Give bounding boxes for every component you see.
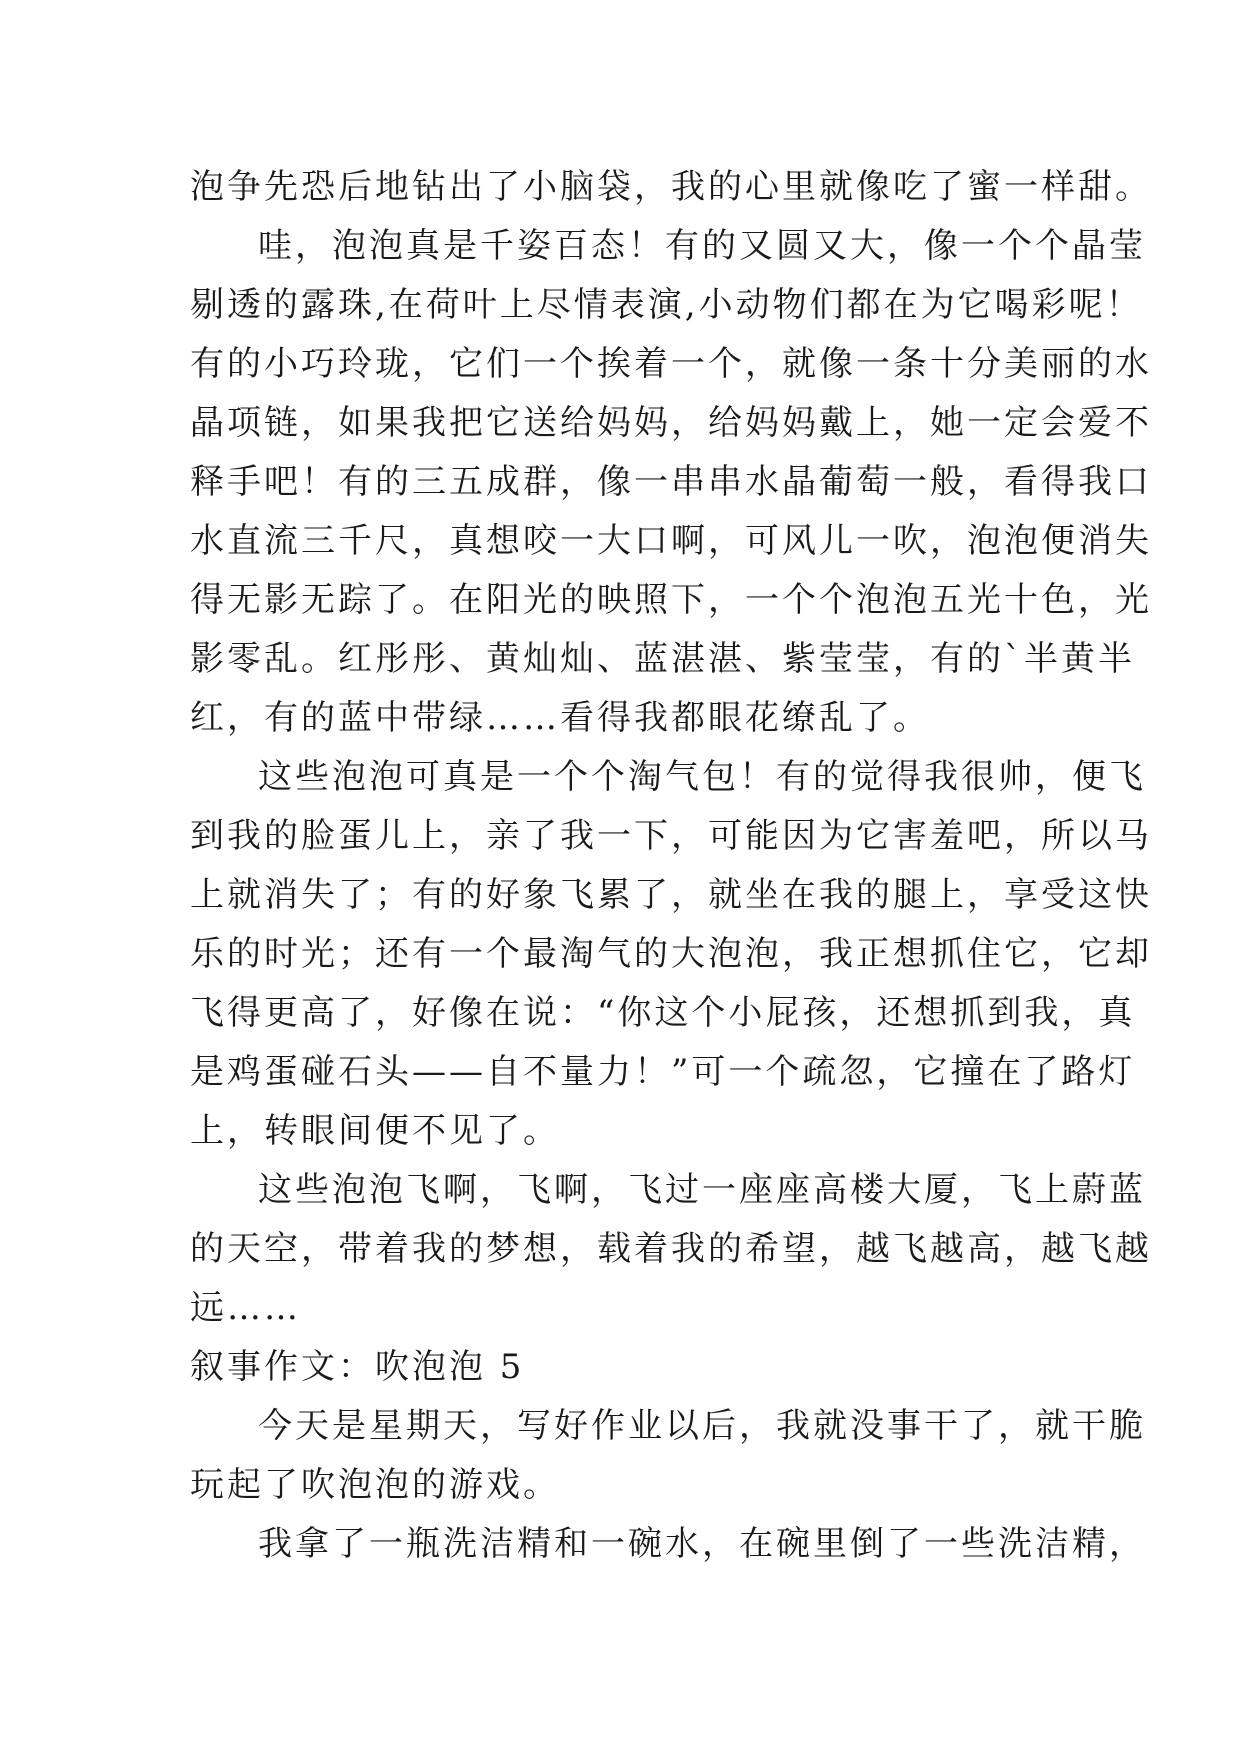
text-line: 上，转眼间便不见了。	[190, 1111, 560, 1151]
text-line: 这些泡泡可真是一个个淘气包！有的觉得我很帅，便飞	[258, 757, 1146, 797]
text-line: 是鸡蛋碰石头——自不量力！”可一个疏忽，它撞在了路灯	[190, 1052, 1136, 1092]
text-line: 玩起了吹泡泡的游戏。	[190, 1465, 560, 1505]
text-line: 得无影无踪了。在阳光的映照下，一个个泡泡五光十色，光	[190, 580, 1152, 620]
text-line: 这些泡泡飞啊，飞啊，飞过一座座高楼大厦，飞上蔚蓝	[258, 1170, 1146, 1210]
text-line: 剔透的露珠,在荷叶上尽情表演,小动物们都在为它喝彩呢！	[190, 285, 1143, 325]
text-line: 晶项链，如果我把它送给妈妈，给妈妈戴上，她一定会爱不	[190, 403, 1152, 443]
text-line: 飞得更高了，好像在说：“你这个小屁孩，还想抓到我，真	[190, 993, 1136, 1033]
text-line: 释手吧！有的三五成群，像一串串水晶葡萄一般，看得我口	[190, 462, 1152, 502]
text-line: 乐的时光；还有一个最淘气的大泡泡，我正想抓住它，它却	[190, 934, 1152, 974]
section-heading: 叙事作文：吹泡泡 5	[190, 1347, 525, 1387]
text-line: 有的小巧玲珑，它们一个挨着一个，就像一条十分美丽的水	[190, 344, 1152, 384]
text-line: 到我的脸蛋儿上，亲了我一下，可能因为它害羞吧，所以马	[190, 816, 1152, 856]
text-line: 水直流三千尺，真想咬一大口啊，可风儿一吹，泡泡便消失	[190, 521, 1152, 561]
text-line: 的天空，带着我的梦想，载着我的希望，越飞越高，越飞越	[190, 1229, 1152, 1269]
text-line: 我拿了一瓶洗洁精和一碗水，在碗里倒了一些洗洁精，	[258, 1524, 1146, 1564]
text-line: 今天是星期天，写好作业以后，我就没事干了，就干脆	[258, 1406, 1146, 1446]
text-line: 影零乱。红彤彤、黄灿灿、蓝湛湛、紫莹莹，有的`半黄半	[190, 639, 1135, 679]
text-line: 远……	[190, 1288, 301, 1328]
text-line: 哇，泡泡真是千姿百态！有的又圆又大，像一个个晶莹	[258, 226, 1146, 266]
text-line: 红，有的蓝中带绿……看得我都眼花缭乱了。	[190, 698, 930, 738]
text-line: 泡争先恐后地钻出了小脑袋，我的心里就像吃了蜜一样甜。	[190, 167, 1152, 207]
essay-text	[190, 158, 1152, 1574]
text-line: 上就消失了；有的好象飞累了，就坐在我的腿上，享受这快	[190, 875, 1152, 915]
